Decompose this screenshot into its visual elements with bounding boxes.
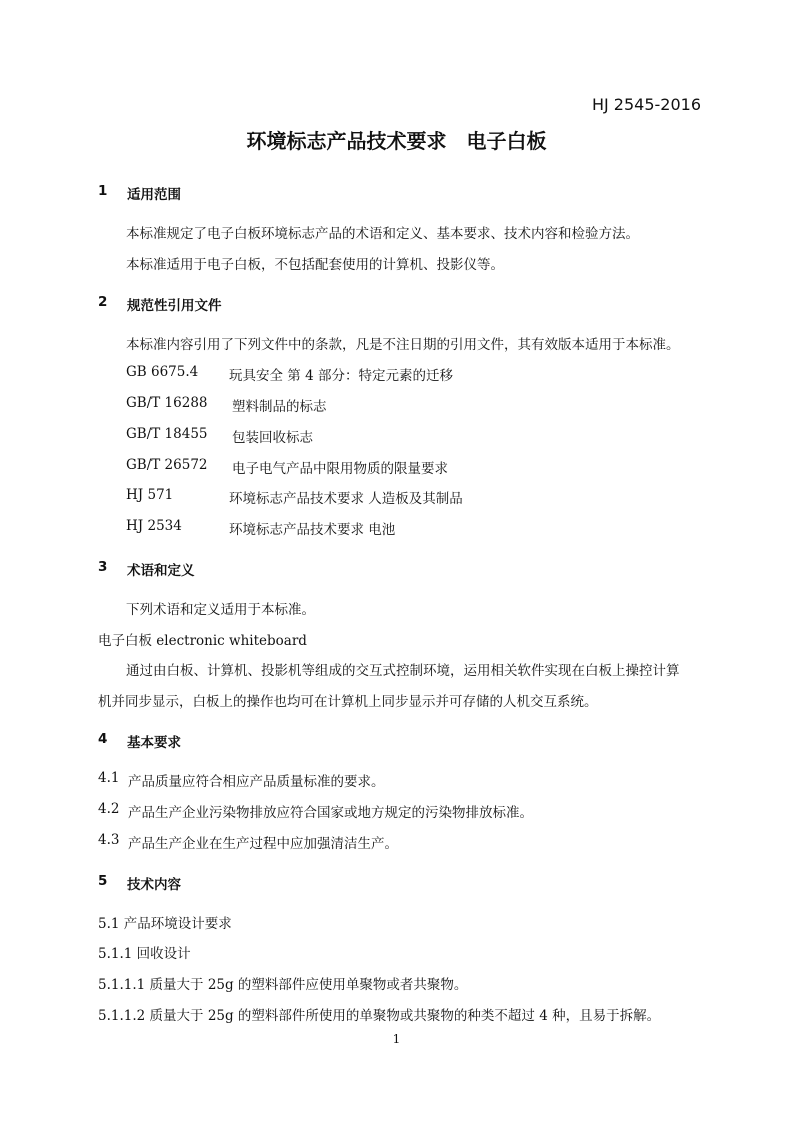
- reference-title: 环境标志产品技术要求 电池: [229, 522, 396, 538]
- paragraph: 本标准适用于电子白板，不包括配套使用的计算机、投影仪等。: [126, 257, 504, 273]
- clause-line: 5.1 产品环境设计要求: [98, 916, 232, 932]
- item-text: 产品质量应符合相应产品质量标准的要求。: [128, 774, 385, 790]
- section-number: 1: [98, 183, 108, 199]
- section-number: 5: [98, 873, 108, 889]
- reference-code: GB/T 26572: [126, 457, 208, 473]
- section-title: 规范性引用文件: [127, 298, 222, 314]
- page-number: 1: [392, 1032, 401, 1046]
- section-number: 4: [98, 731, 108, 747]
- section-title: 基本要求: [127, 735, 181, 751]
- reference-title: 环境标志产品技术要求 人造板及其制品: [229, 491, 463, 507]
- reference-title: 塑料制品的标志: [232, 399, 327, 415]
- clause-line: 5.1.1.1 质量大于 25g 的塑料部件应使用单聚物或者共聚物。: [98, 977, 468, 993]
- item-text: 产品生产企业污染物排放应符合国家或地方规定的污染物排放标准。: [128, 805, 533, 821]
- item-number: 4.3: [98, 832, 120, 848]
- reference-title: 包装回收标志: [232, 430, 313, 446]
- item-number: 4.1: [98, 770, 120, 786]
- clause-line: 5.1.1.2 质量大于 25g 的塑料部件所使用的单聚物或共聚物的种类不超过 4 种，且易于拆解。: [98, 1008, 661, 1024]
- section-number: 2: [98, 294, 108, 310]
- section-title: 术语和定义: [127, 563, 195, 579]
- section-number: 3: [98, 559, 108, 575]
- reference-title: 电子电气产品中限用物质的限量要求: [232, 461, 448, 477]
- paragraph: 本标准规定了电子白板环境标志产品的术语和定义、基本要求、技术内容和检验方法。: [126, 226, 639, 242]
- reference-code: HJ 2534: [126, 518, 182, 534]
- term-entry: 电子白板 electronic whiteboard: [98, 633, 307, 649]
- requirement-item: [98, 832, 398, 852]
- reference-code: HJ 571: [126, 487, 174, 503]
- standard-code: HJ 2545-2016: [591, 95, 701, 114]
- definition-line: 机并同步显示，白板上的操作也均可在计算机上同步显示并可存储的人机交互系统。: [98, 694, 598, 710]
- reference-title: 玩具安全 第 4 部分：特定元素的迁移: [229, 368, 453, 384]
- paragraph: 本标准内容引用了下列文件中的条款，凡是不注日期的引用文件，其有效版本适用于本标准。: [126, 337, 680, 353]
- requirement-item: [98, 801, 533, 821]
- clause-line: 5.1.1 回收设计: [98, 946, 191, 962]
- reference-code: GB/T 18455: [126, 426, 208, 442]
- section-title: 适用范围: [127, 187, 181, 203]
- definition-line: 通过由白板、计算机、投影机等组成的交互式控制环境，运用相关软件实现在白板上操控计算: [126, 663, 680, 679]
- reference-code: GB/T 16288: [126, 395, 208, 411]
- page-title: 环境标志产品技术要求 电子白板: [246, 129, 547, 153]
- section-title: 技术内容: [127, 877, 181, 893]
- paragraph: 下列术语和定义适用于本标准。: [126, 602, 315, 618]
- item-text: 产品生产企业在生产过程中应加强清洁生产。: [128, 836, 398, 852]
- item-number: 4.2: [98, 801, 120, 817]
- requirement-item: [98, 770, 385, 790]
- reference-code: GB 6675.4: [126, 364, 199, 380]
